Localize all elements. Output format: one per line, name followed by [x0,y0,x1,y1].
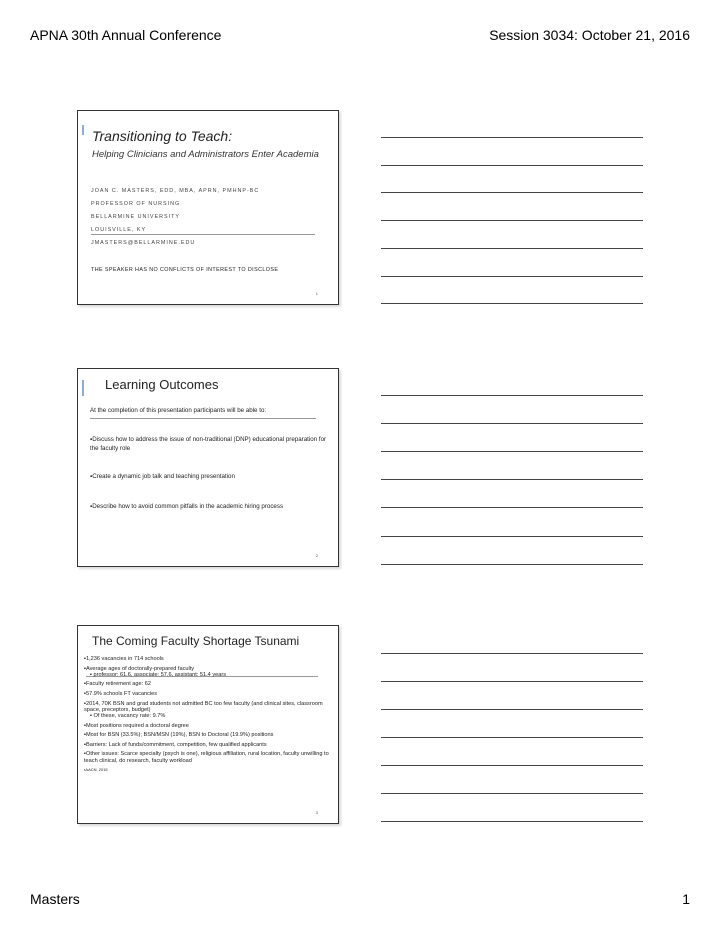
slide-2-bullet-1: ▪Discuss how to address the issue of non-traditional (DNP) educational preparation for the faculty role [90,436,327,452]
note-line [381,276,643,277]
list-item: ▪Average ages of doctorally-prepared faculty [84,665,195,672]
note-line [381,423,643,424]
note-line [381,821,643,822]
list-item: ▪Most positions required a doctoral degree [84,722,189,729]
slide-1-title: Transitioning to Teach: [92,128,233,144]
slide-1-divider [91,234,315,235]
note-line [381,765,643,766]
slide-accent-bar [82,380,84,396]
slide-2-title: Learning Outcomes [105,377,219,392]
slide-3-bullet-list [84,656,334,773]
author-email: JMASTERS@BELLARMINE.EDU [91,240,196,246]
note-line [381,737,643,738]
author-title: PROFESSOR OF NURSING [91,201,181,207]
note-line [381,507,643,508]
note-line [381,248,643,249]
note-line [381,681,643,682]
note-line [381,793,643,794]
footer-presenter: Masters [30,891,80,907]
note-line [381,709,643,710]
list-item: ▪ professor: 61.6, associate: 57.6, assistant: 51.4 years [90,671,226,678]
slide-2-divider [90,418,316,419]
slide-1-author-block [91,188,259,253]
slide-3-thumbnail [77,625,339,824]
slide-2-intro: At the completion of this presentation participants will be able to: [90,407,267,414]
slide-2-bullet-2: ▪Create a dynamic job talk and teaching presentation [90,473,235,480]
header-conference-title: APNA 30th Annual Conference [30,27,222,43]
slide-accent-bar [82,125,84,135]
note-line [381,536,643,537]
note-line [381,192,643,193]
note-line [381,220,643,221]
list-item: ▪2014, 70K BSN and grad students not admitted BC too few faculty (and clinical sites, classroom space, preceptors, budget) [84,700,323,713]
note-line [381,165,643,166]
note-line [381,479,643,480]
slide-2-page-number: 2 [315,553,318,558]
author-university: BELLARMINE UNIVERSITY [91,214,180,220]
slide-3-source: ▪AACN, 2015 [84,767,108,773]
slide-2-thumbnail [77,368,339,567]
note-line [381,395,643,396]
header-session-info: Session 3034: October 21, 2016 [489,27,690,43]
slide-3-page-number: 3 [315,810,318,815]
note-line [381,137,643,138]
list-item: ▪Most for BSN (33.5%); BSN/MSN (19%), BSN to Doctoral (19.9%) positions [84,732,274,739]
author-name: JOAN C. MASTERS, EDD, MBA, APRN, PMHNP-BC [91,188,260,194]
list-item: ▪Other issues: Scarce specialty (psych is one), religious affiliation, rural location, faculty unwilling to teach clinical, do research, faculty workload [84,751,329,764]
note-line [381,303,643,304]
list-item: ▪ Of these, vacancy rate: 9.7% [90,712,166,719]
list-item: ▪1,236 vacancies in 714 schools [84,656,164,662]
note-line [381,564,643,565]
slide-1-disclosure: THE SPEAKER HAS NO CONFLICTS OF INTEREST TO DISCLOSE [91,267,279,273]
footer-page-number: 1 [682,891,690,907]
author-location: LOUISVILLE, KY [91,227,147,233]
slide-1-thumbnail [77,110,339,305]
list-item: ▪Barriers: Lack of funds/commitment, competition, few qualified applicants [84,741,267,748]
slide-1-page-number: 1 [315,291,318,296]
list-item: ▪Faculty retirement age: 62 [84,681,151,688]
slide-1-subtitle: Helping Clinicians and Administrators Enter Academia [92,149,319,160]
slide-3-title: The Coming Faculty Shortage Tsunami [92,634,300,648]
list-item: ▪57.9% schools FT vacancies [84,690,158,697]
slide-2-bullet-3: ▪Describe how to avoid common pitfalls in the academic hiring process [90,503,284,510]
note-line [381,653,643,654]
note-line [381,451,643,452]
